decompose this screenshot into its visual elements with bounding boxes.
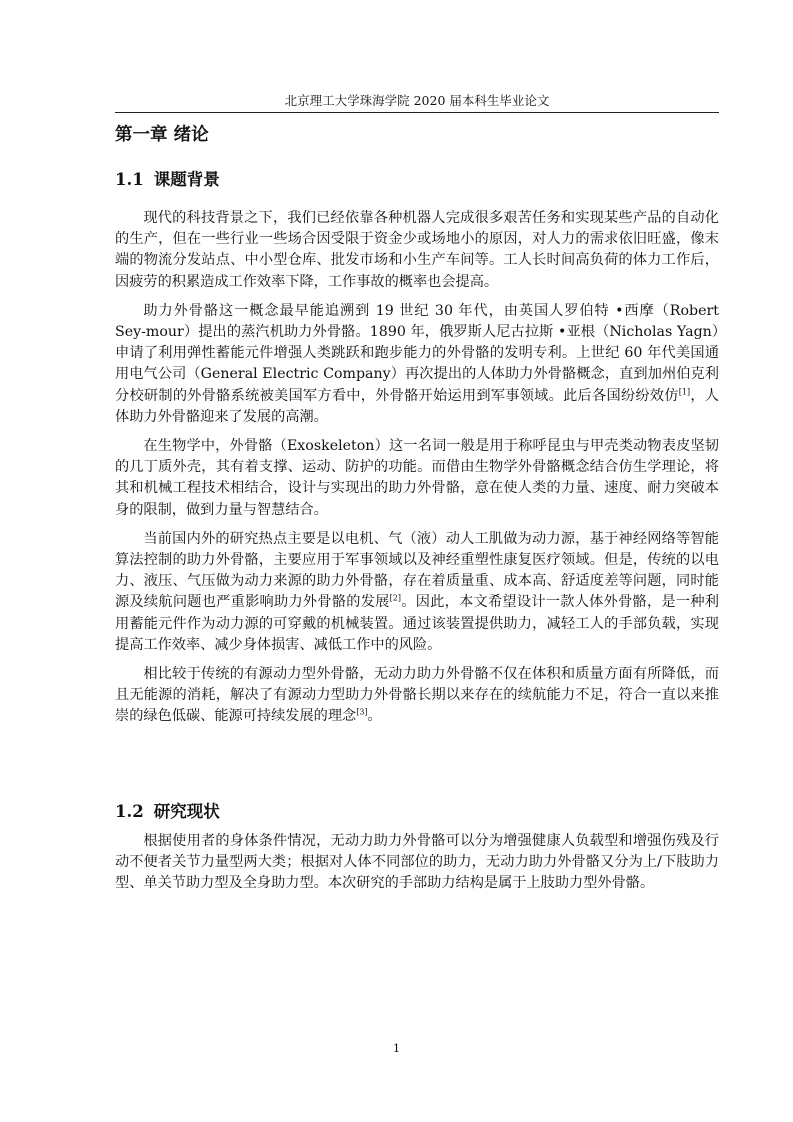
paragraph-text: 当前国内外的研究热点主要是以电机、气（液）动人工肌做为动力源，基于神经网络等智能算法控制的助力外骨骼，主要应用于军事领域以及神经重塑性康复医疗领域。但是，传统的以电力、液压、气压做为动力来源的助力外骨骼，存在着质量重、成本高、舒适度差等问题，同时能源及续航问题也严重影响助力外骨骼的发展: [115, 530, 719, 611]
paragraph: [115, 529, 719, 656]
paragraph: 根据使用者的身体条件情况，无动力助力外骨骼可以分为增强健康人负载型和增强伤残及行动不便者关节力量型两大类；根据对人体不同部位的助力，无动力助力外骨骼又分为上/下肢助力型、单关节助力型及全身助力型。本次研究的手部助力结构是属于上肢助力型外骨骼。: [115, 833, 719, 892]
section-title-text: 课题背景: [153, 170, 220, 189]
section-number: 1.1: [115, 170, 144, 189]
paragraph-text: 。因此，本文希望设计一款人体外骨骼，是一种利用蓄能元件作为动力源的可穿戴的机械装置。通过该装置提供助力，减轻工人的手部负载，实现提高工作效率、减少身体损害、减低工作中的风险。: [115, 594, 719, 653]
paragraph: 在生物学中，外骨骼（Exoskeleton）这一名词一般是用于称呼昆虫与甲壳类动物表皮坚韧的几丁质外壳，其有着支撑、运动、防护的功能。而借由生物学外骨骼概念结合仿生学理论，将其和机械工程技术相结合，设计与实现出的助力外骨骼，意在使人类的力量、速度、耐力突破本身的限制，做到力量与智慧结合。: [115, 438, 719, 518]
section-number: 1.2: [115, 802, 144, 821]
section-1-1-body: [115, 208, 719, 736]
paragraph-text: 助力外骨骼这一概念最早能追溯到 19 世纪 30 年代，由英国人罗伯特 •西摩（Robert Sey-mour）提出的蒸汽机助力外骨骼。1890 年，俄罗斯人尼古拉斯 •亚根（Nicholas Yagn）申请了利用弹性蓄能元件增强人类跳跃和跑步能力的外骨骼的发明专利。上世纪 60 年代美国通用电气公司（General Electric Company）再次提出的人体助力外骨骼概念，直到加州伯克利分校研制的外骨骼系统被美国军方看中，外骨骼开始运用到军事领域。此后各国纷纷效仿: [115, 302, 719, 404]
chapter-title: 第一章 绪论: [115, 125, 209, 145]
running-header: 北京理工大学珠海学院 2020 届本科生毕业论文: [115, 93, 719, 113]
paragraph-text: 。: [367, 708, 382, 725]
paragraph: 现代的科技背景之下，我们已经依靠各种机器人完成很多艰苦任务和实现某些产品的自动化的生产，但在一些行业一些场合因受限于资金少或场地小的原因，对人力的需求依旧旺盛，像末端的物流分发站点、中小型仓库、批发市场和小生产车间等。工人长时间高负荷的体力工作后，因疲劳的积累造成工作效率下降，工作事故的概率也会提高。: [115, 210, 719, 290]
section-heading-1-1: [115, 168, 220, 192]
paragraph-text: 相比较于传统的有源动力型外骨骼，无动力助力外骨骼不仅在体积和质量方面有所降低，而且无能源的消耗，解决了有源动力型助力外骨骼长期以来存在的续航能力不足，符合一直以来推崇的绿色低碳、能源可持续发展的理念: [115, 666, 719, 725]
section-1-2-body: [115, 831, 719, 895]
section-title-text: 研究现状: [153, 802, 220, 821]
section-heading-1-2: [115, 800, 220, 824]
citation-marker[interactable]: [3]: [356, 707, 368, 717]
paragraph-text: ，人体助力外骨骼迎来了发展的高潮。: [115, 387, 719, 425]
citation-marker[interactable]: [2]: [389, 593, 401, 603]
page-number: 1: [392, 1041, 401, 1055]
paragraph: [115, 301, 719, 428]
citation-marker[interactable]: [1]: [678, 386, 691, 396]
paragraph: [115, 664, 719, 728]
